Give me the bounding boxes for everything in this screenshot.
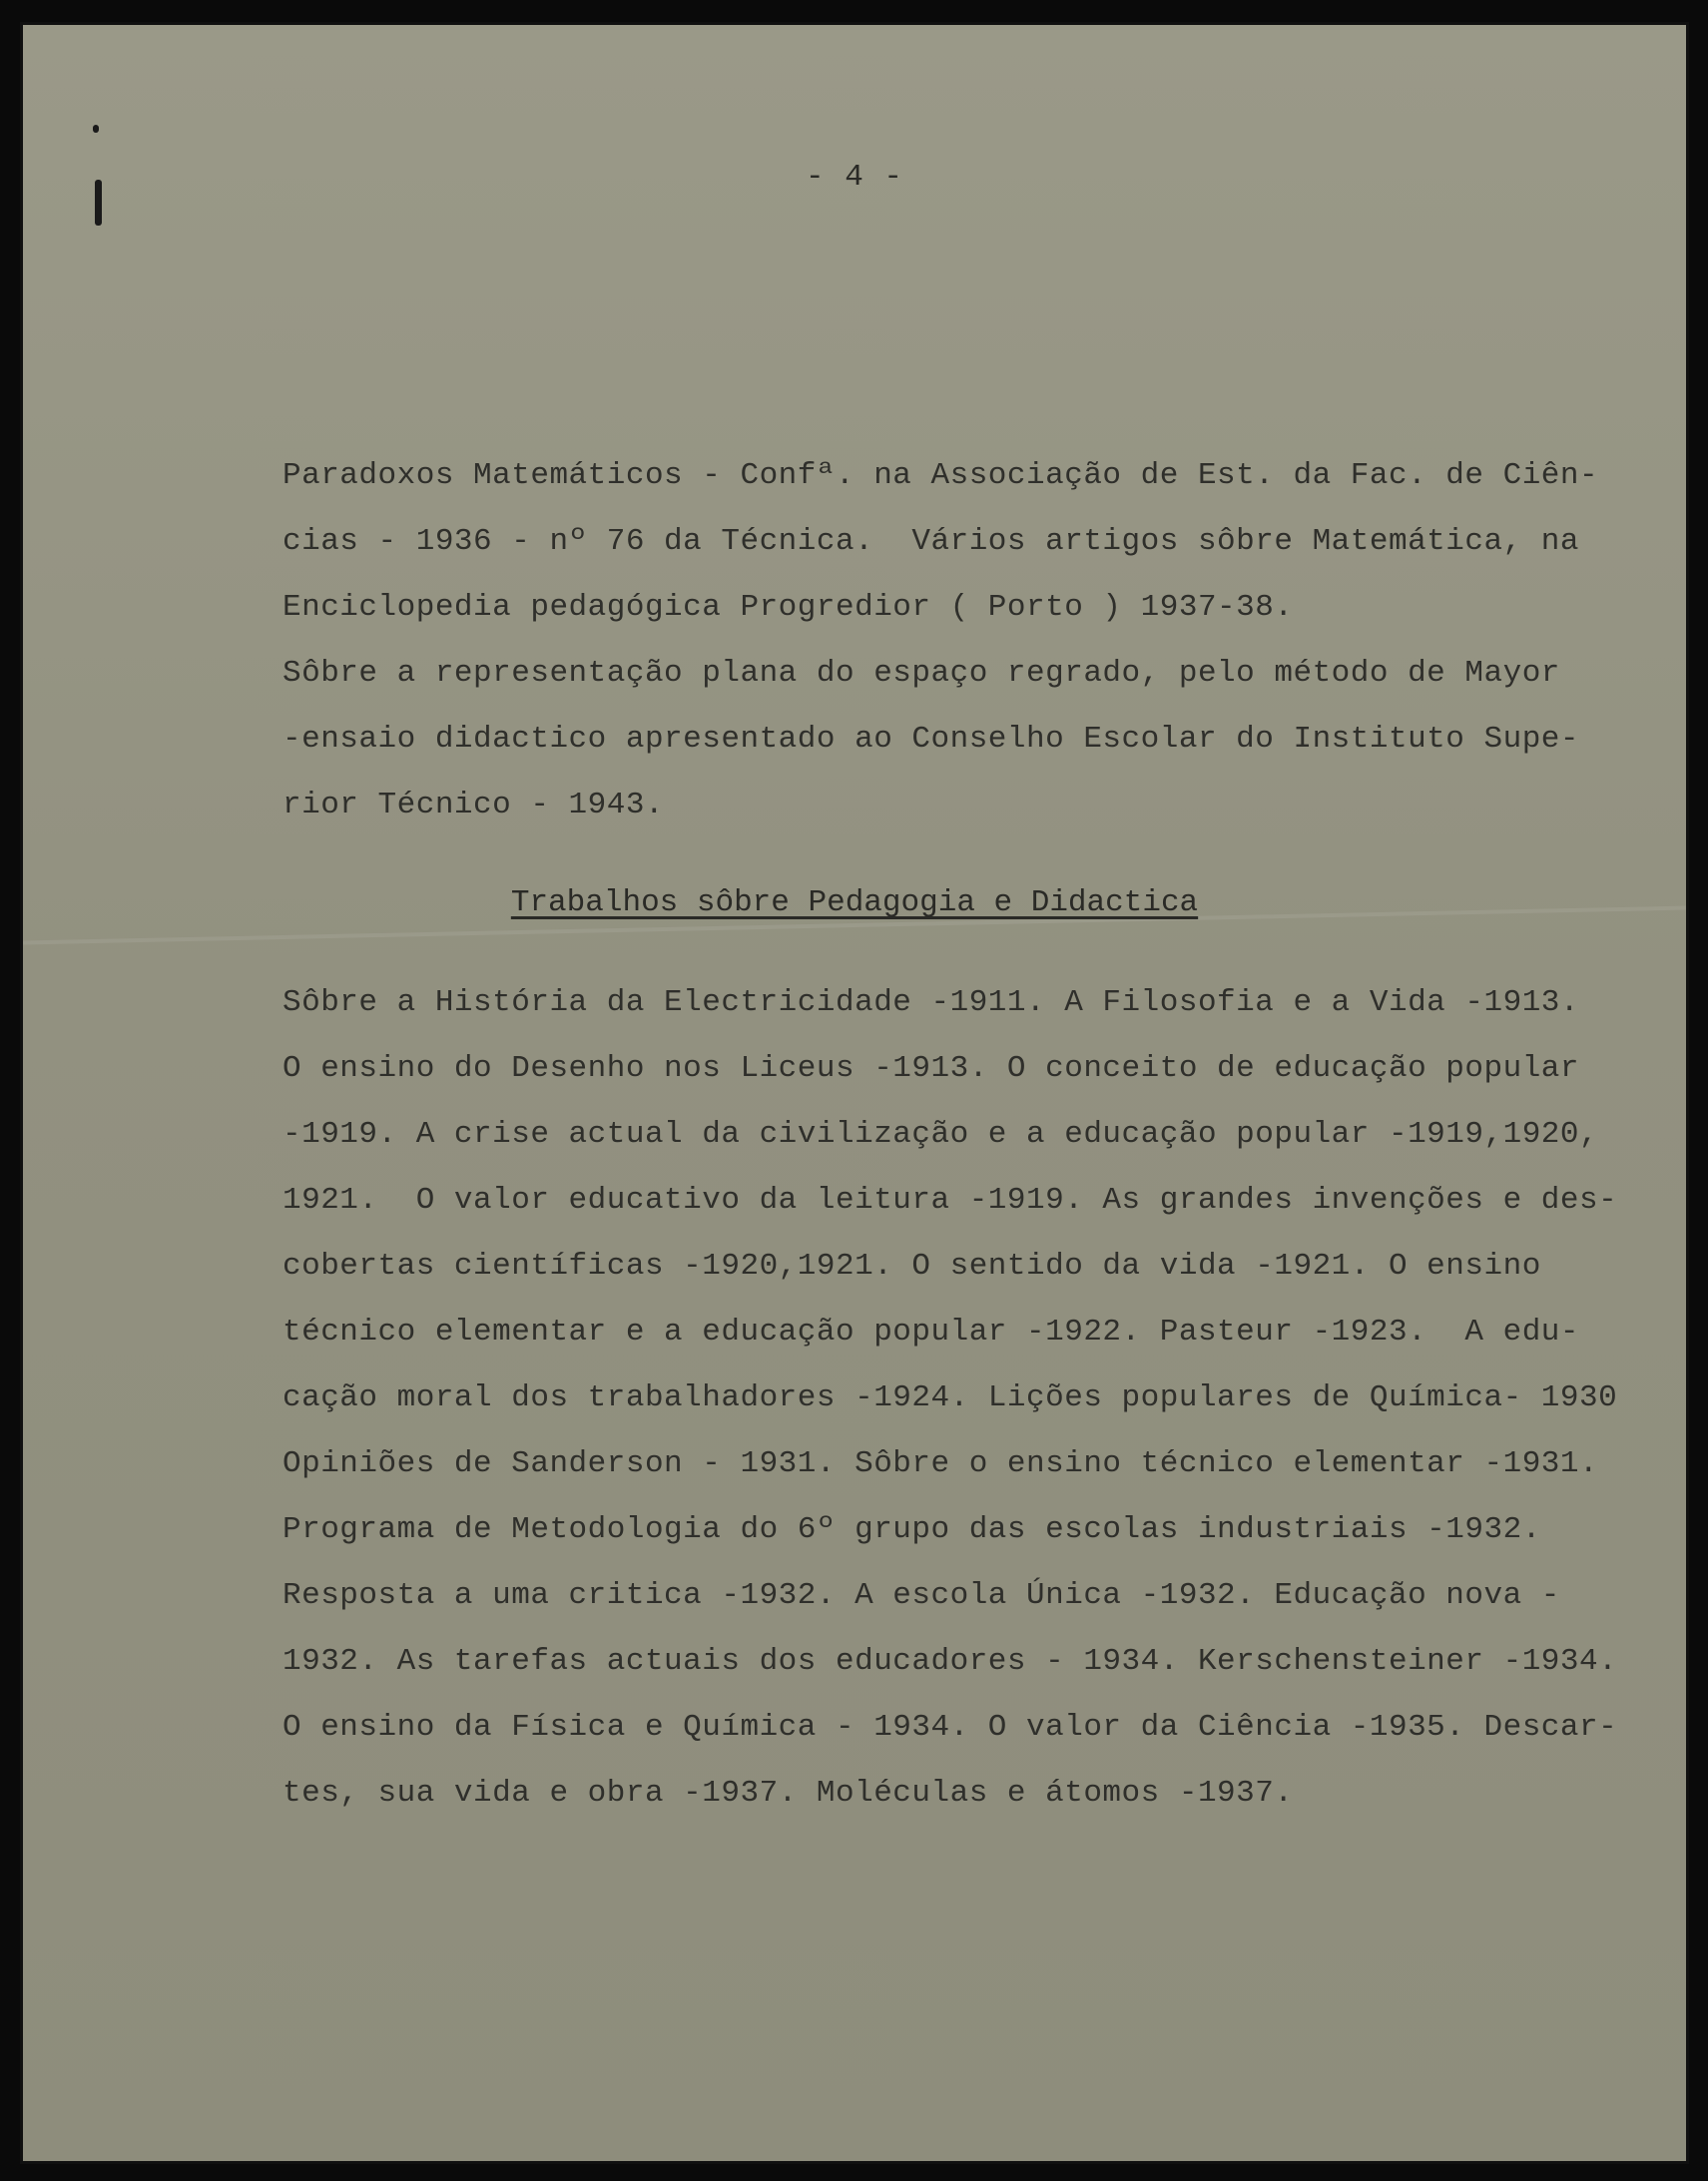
text-line: cobertas científicas -1920,1921. O sentido da vida -1921. O ensino xyxy=(283,1249,1541,1284)
text-line: -1919. A crise actual da civilização e a educação popular -1919,1920, xyxy=(283,1117,1599,1152)
page-number: - 4 - xyxy=(805,160,903,195)
text-line: O ensino do Desenho nos Liceus -1913. O conceito de educação popular xyxy=(283,1051,1580,1086)
text-line: Sôbre a representação plana do espaço regrado, pelo método de Mayor xyxy=(283,656,1560,691)
text-line: Enciclopedia pedagógica Progredior ( Porto ) 1937-38. xyxy=(283,590,1294,625)
text-line: Paradoxos Matemáticos - Confª. na Associação de Est. da Fac. de Ciên- xyxy=(283,458,1599,493)
section-heading-text: Trabalhos sôbre Pedagogia e Didactica xyxy=(510,885,1199,920)
text-line: técnico elementar e a educação popular -1922. Pasteur -1923. A edu- xyxy=(283,1315,1580,1350)
section-heading xyxy=(23,883,1686,923)
text-line: Sôbre a História da Electricidade -1911. A Filosofia e a Vida -1913. xyxy=(283,985,1580,1020)
text-line: Resposta a uma critica -1932. A escola Única -1932. Educação nova - xyxy=(283,1578,1560,1613)
text-line: -ensaio didactico apresentado ao Conselho Escolar do Instituto Supe- xyxy=(283,722,1580,757)
text-line: Opiniões de Sanderson - 1931. Sôbre o ensino técnico elementar -1931. xyxy=(283,1446,1599,1481)
document-page xyxy=(20,22,1689,2164)
punch-mark-top xyxy=(93,125,99,133)
text-line: cação moral dos trabalhadores -1924. Lições populares de Química- 1930 xyxy=(283,1380,1618,1415)
text-line: 1921. O valor educativo da leitura -1919. As grandes invenções e des- xyxy=(283,1183,1618,1218)
text-line: tes, sua vida e obra -1937. Moléculas e átomos -1937. xyxy=(283,1776,1294,1811)
text-line: O ensino da Física e Química - 1934. O valor da Ciência -1935. Descar- xyxy=(283,1710,1618,1745)
text-line: Programa de Metodologia do 6º grupo das escolas industriais -1932. xyxy=(283,1512,1541,1547)
text-line: 1932. As tarefas actuais dos educadores - 1934. Kerschensteiner -1934. xyxy=(283,1644,1618,1679)
text-line: rior Técnico - 1943. xyxy=(283,788,665,822)
text-line: cias - 1936 - nº 76 da Técnica. Vários artigos sôbre Matemática, na xyxy=(283,524,1580,559)
